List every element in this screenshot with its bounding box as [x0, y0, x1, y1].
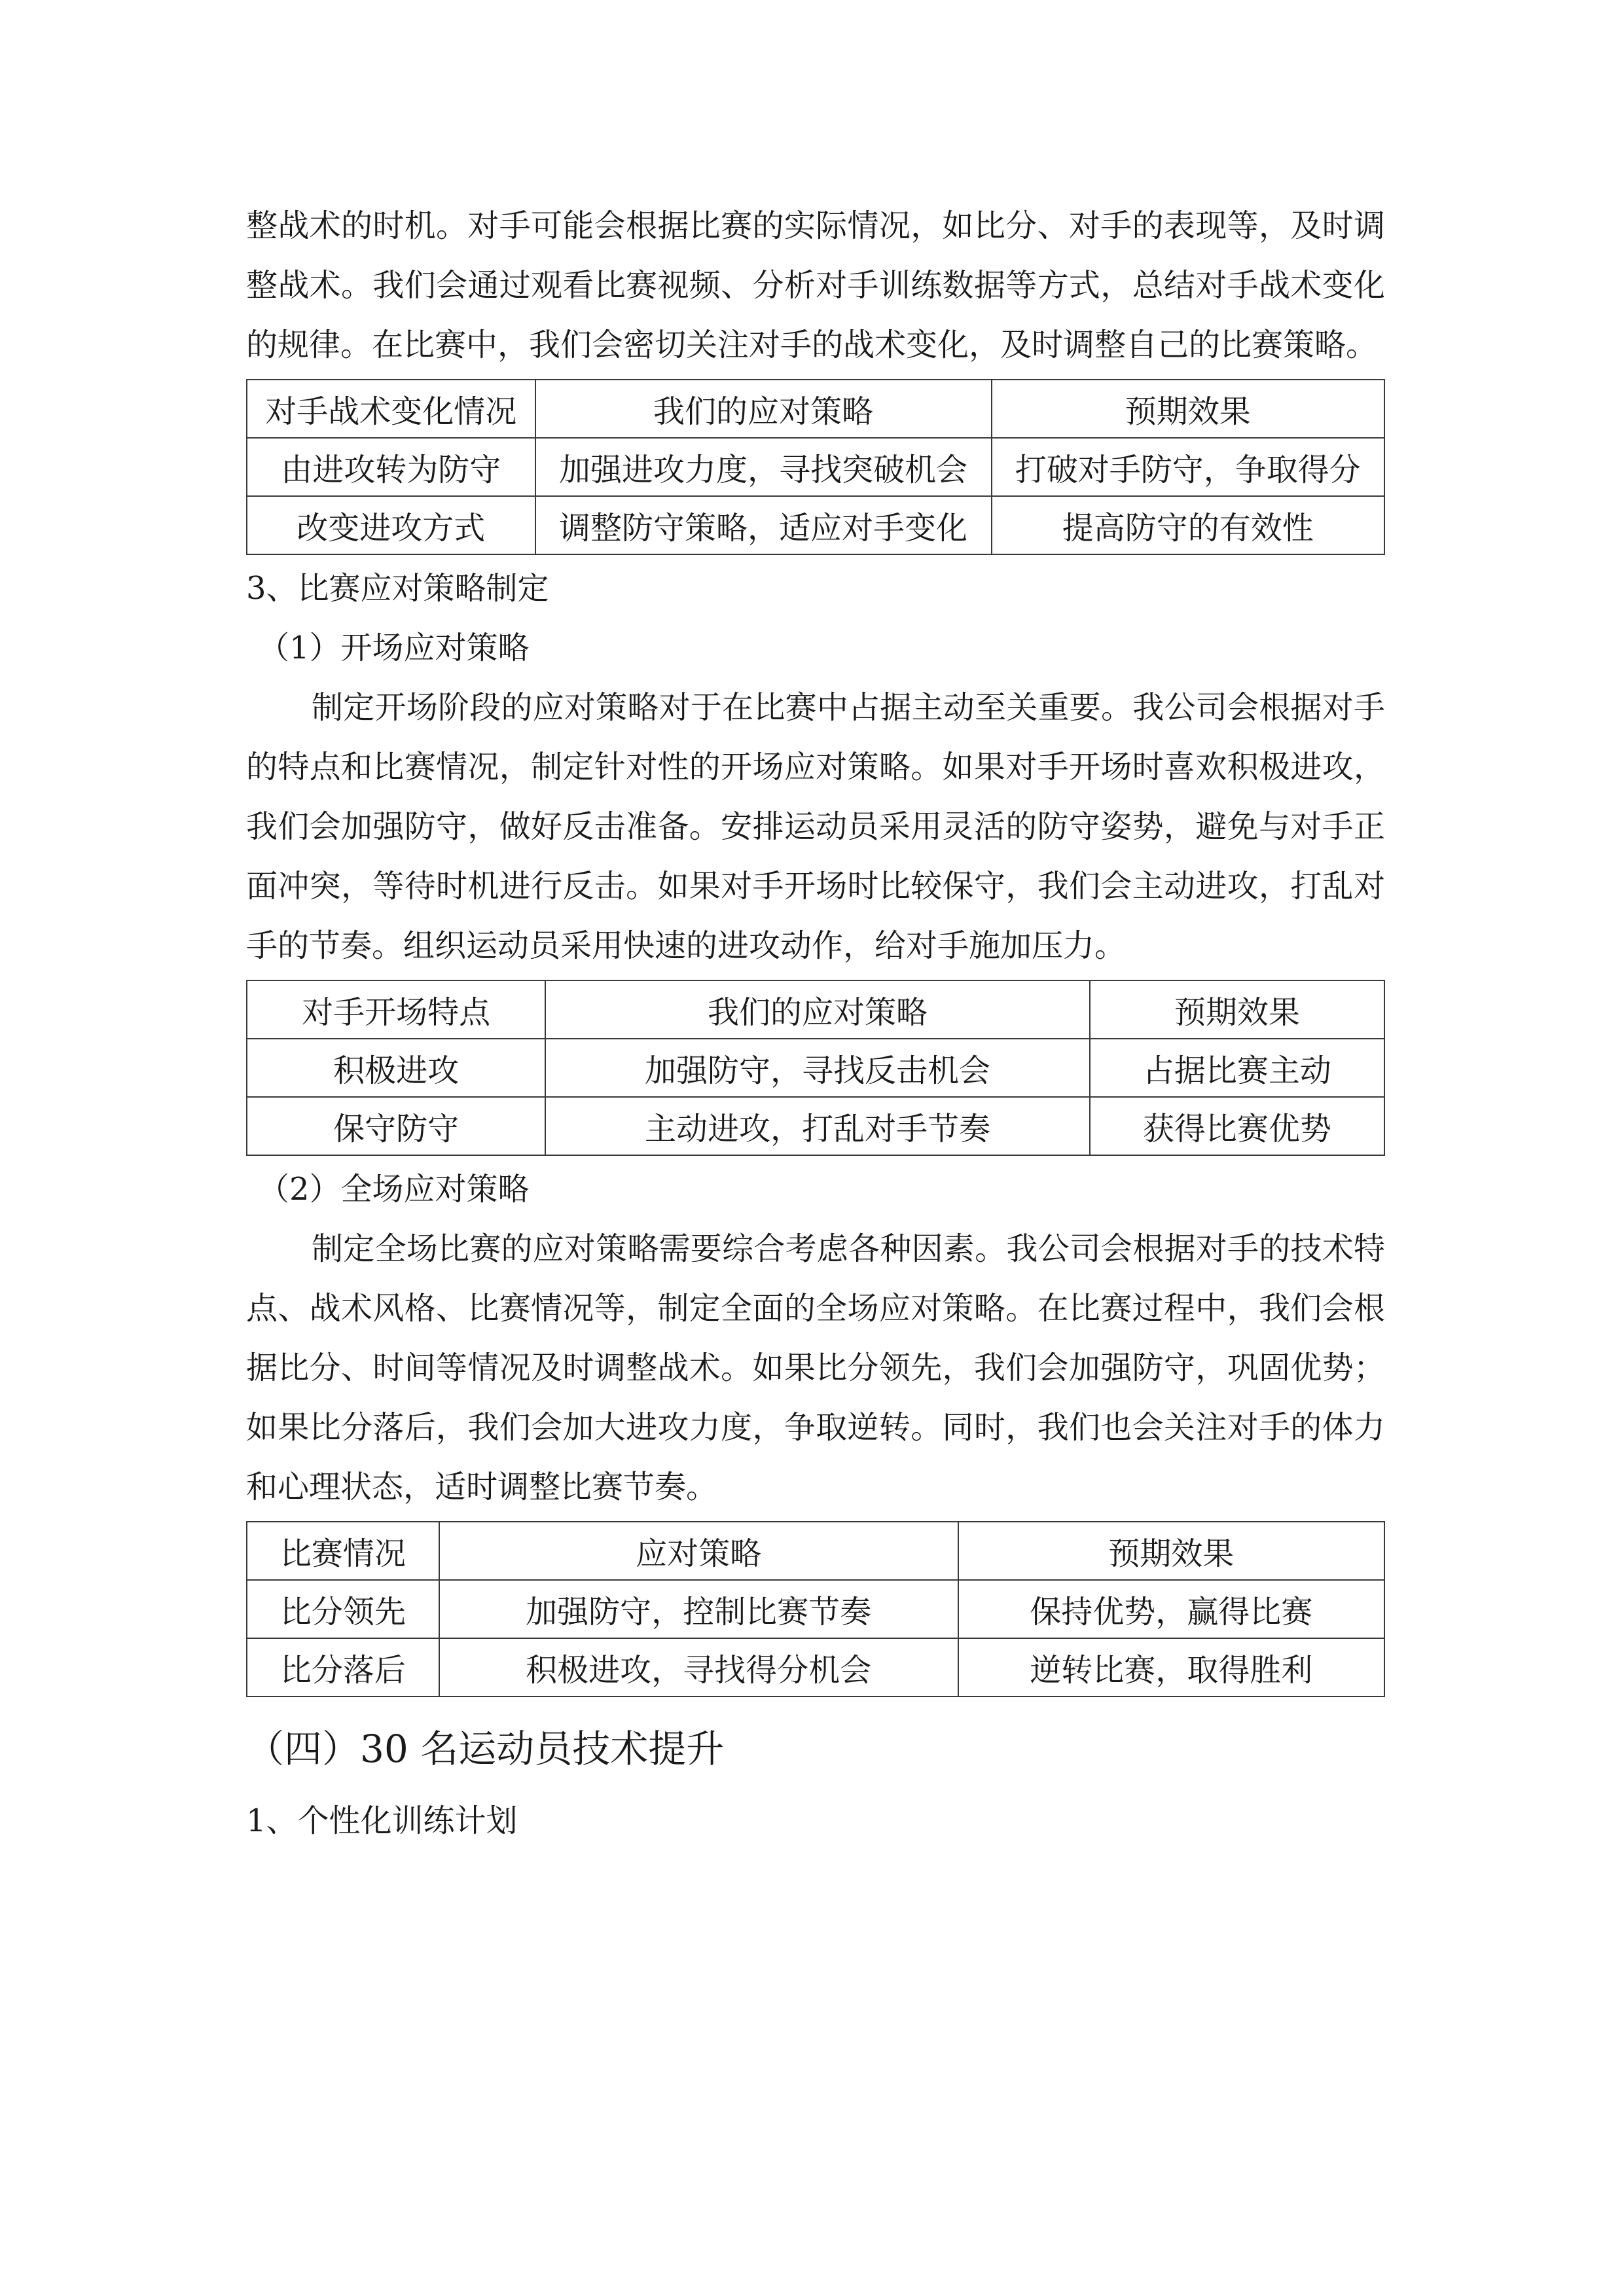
table-header-cell: 预期效果 — [1090, 980, 1384, 1039]
table-cell: 打破对手防守，争取得分 — [992, 438, 1384, 496]
table-header-cell: 预期效果 — [958, 1522, 1384, 1580]
table-row — [247, 1638, 1384, 1696]
table-cell: 提高防守的有效性 — [992, 496, 1384, 554]
table-header-cell: 对手开场特点 — [247, 980, 545, 1039]
table-header-cell: 比赛情况 — [247, 1522, 439, 1580]
fullgame-strategy-paragraph: 制定全场比赛的应对策略需要综合考虑各种因素。我公司会根据对手的技术特点、战术风格、比赛情况等，制定全面的全场应对策略。在比赛过程中，我们会根据比分、时间等情况及时调整战术。如果比分领先，我们会加强防守，巩固优势；如果比分落后，我们会加大进攻力度，争取逆转。同时，我们也会关注对手的体力和心理状态，适时调整比赛节奏。 — [246, 1230, 1385, 1505]
opening-strategy-paragraph: 制定开场阶段的应对策略对于在比赛中占据主动至关重要。我公司会根据对手的特点和比赛情况，制定针对性的开场应对策略。如果对手开场时喜欢积极进攻，我们会加强防守，做好反击准备。安排运动员采用灵活的防守姿势，避免与对手正面冲突，等待时机进行反击。如果对手开场时比较保守，我们会主动进攻，打乱对手的节奏。组织运动员采用快速的进攻动作，给对手施加压力。 — [246, 689, 1385, 964]
table-row — [247, 496, 1384, 554]
tactics-change-paragraph: 整战术的时机。对手可能会根据比赛的实际情况，如比分、对手的表现等，及时调整战术。我们会通过观看比赛视频、分析对手训练数据等方式，总结对手战术变化的规律。在比赛中，我们会密切关注对手的战术变化，及时调整自己的比赛策略。 — [246, 207, 1385, 363]
table-header-cell: 预期效果 — [992, 380, 1384, 438]
opening-strategy-table — [246, 980, 1385, 1156]
table-cell: 加强防守，控制比赛节奏 — [439, 1580, 958, 1638]
fullgame-strategy-table — [246, 1521, 1385, 1697]
table-header-cell: 我们的应对策略 — [545, 980, 1090, 1039]
opening-strategy-heading: （1）开场应对策略 — [258, 630, 530, 666]
table-header-cell: 我们的应对策略 — [535, 380, 992, 438]
table-header-row — [247, 1522, 1384, 1580]
table-cell: 加强进攻力度，寻找突破机会 — [535, 438, 992, 496]
table-header-row — [247, 380, 1384, 438]
table-row — [247, 1097, 1384, 1155]
table-cell: 主动进攻，打乱对手节奏 — [545, 1097, 1090, 1155]
table-cell: 调整防守策略，适应对手变化 — [535, 496, 992, 554]
tactics-change-table — [246, 379, 1385, 555]
table-header-cell: 对手战术变化情况 — [247, 380, 535, 438]
table-cell: 改变进攻方式 — [247, 496, 535, 554]
document-page — [246, 196, 1385, 1851]
table-cell: 占据比赛主动 — [1090, 1039, 1384, 1097]
table-header-row — [247, 980, 1384, 1039]
table-row — [247, 438, 1384, 496]
table-cell: 保守防守 — [247, 1097, 545, 1155]
table-cell: 加强防守，寻找反击机会 — [545, 1039, 1090, 1097]
table-cell: 积极进攻，寻找得分机会 — [439, 1638, 958, 1696]
table-cell: 比分领先 — [247, 1580, 439, 1638]
table-cell: 逆转比赛，取得胜利 — [958, 1638, 1384, 1696]
table-cell: 保持优势，赢得比赛 — [958, 1580, 1384, 1638]
table-cell: 由进攻转为防守 — [247, 438, 535, 496]
section-3-heading: 3、比赛应对策略制定 — [246, 570, 549, 607]
personalized-training-heading: 1、个性化训练计划 — [246, 1803, 518, 1839]
fullgame-strategy-heading: （2）全场应对策略 — [258, 1171, 530, 1208]
table-cell: 获得比赛优势 — [1090, 1097, 1384, 1155]
table-cell: 积极进攻 — [247, 1039, 545, 1097]
section-4-heading: （四）30 名运动员技术提升 — [246, 1727, 725, 1771]
table-header-cell: 应对策略 — [439, 1522, 958, 1580]
table-row — [247, 1039, 1384, 1097]
table-row — [247, 1580, 1384, 1638]
table-cell: 比分落后 — [247, 1638, 439, 1696]
